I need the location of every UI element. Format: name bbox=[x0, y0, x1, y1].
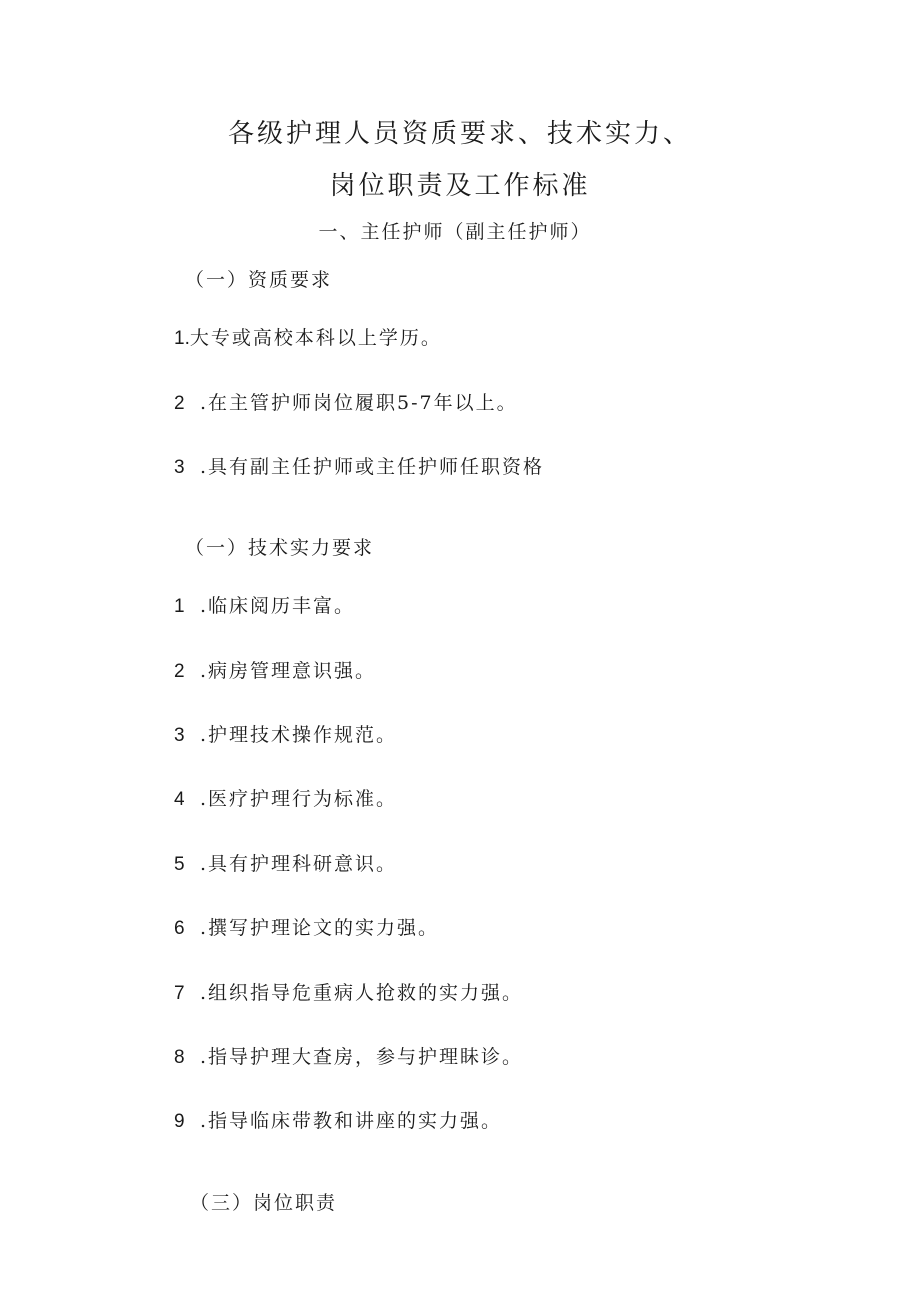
list-item-text: .医疗护理行为标准。 bbox=[200, 788, 398, 810]
list-item-number: 5 bbox=[174, 854, 185, 875]
list-item-number: 3 bbox=[174, 457, 185, 478]
list-item-number: 1 bbox=[174, 596, 185, 617]
list-item-number: 2 bbox=[174, 393, 185, 414]
list-item-text: .组织指导危重病人抢救的实力强。 bbox=[200, 982, 524, 1004]
list-item bbox=[174, 720, 397, 747]
list-item bbox=[174, 656, 376, 683]
list-item bbox=[174, 388, 518, 415]
list-item bbox=[174, 1042, 523, 1069]
list-item-text: .临床阅历丰富。 bbox=[200, 595, 356, 617]
list-item bbox=[174, 591, 355, 618]
list-item bbox=[174, 913, 439, 940]
list-item bbox=[174, 784, 397, 811]
section-heading-job-responsibilities: （三）岗位职责 bbox=[190, 1192, 338, 1214]
list-item bbox=[174, 323, 442, 350]
list-item-text: .护理技术操作规范。 bbox=[200, 724, 398, 746]
list-item-number: 9 bbox=[174, 1111, 185, 1132]
list-item-number: 8 bbox=[174, 1047, 185, 1068]
list-item bbox=[174, 978, 523, 1005]
list-item bbox=[174, 452, 544, 479]
section-heading-qualifications: （一）资质要求 bbox=[185, 269, 333, 291]
list-item-number: 6 bbox=[174, 918, 185, 939]
list-item bbox=[174, 849, 397, 876]
list-item-number: 2 bbox=[174, 661, 185, 682]
document-subtitle: 一、主任护师（副主任护师） bbox=[318, 221, 592, 243]
list-item-number: 4 bbox=[174, 789, 185, 810]
section-heading-technical-skills: （一）技术实力要求 bbox=[185, 537, 375, 559]
list-item-text: 大专或高校本科以上学历。 bbox=[189, 327, 442, 349]
list-item bbox=[174, 1106, 502, 1133]
list-item-number: 7 bbox=[174, 983, 185, 1004]
document-title-line-1: 各级护理人员资质要求、技术实力、 bbox=[227, 119, 692, 149]
list-item-number: 3 bbox=[174, 725, 185, 746]
list-item-text: .病房管理意识强。 bbox=[200, 660, 377, 682]
list-item-text: .具有护理科研意识。 bbox=[200, 853, 398, 875]
list-item-text: .指导护理大查房，参与护理眛诊。 bbox=[200, 1046, 524, 1068]
list-item-text: .指导临床带教和讲座的实力强。 bbox=[200, 1110, 503, 1132]
list-item-text: .具有副主任护师或主任护师任职资格 bbox=[200, 456, 545, 478]
list-item-text: .在主管护师岗位履职5-7年以上。 bbox=[200, 392, 518, 414]
document-title-line-2: 岗位职责及工作标准 bbox=[329, 171, 591, 201]
list-item-text: .撰写护理论文的实力强。 bbox=[200, 917, 440, 939]
list-item-number: 1. bbox=[174, 328, 190, 349]
